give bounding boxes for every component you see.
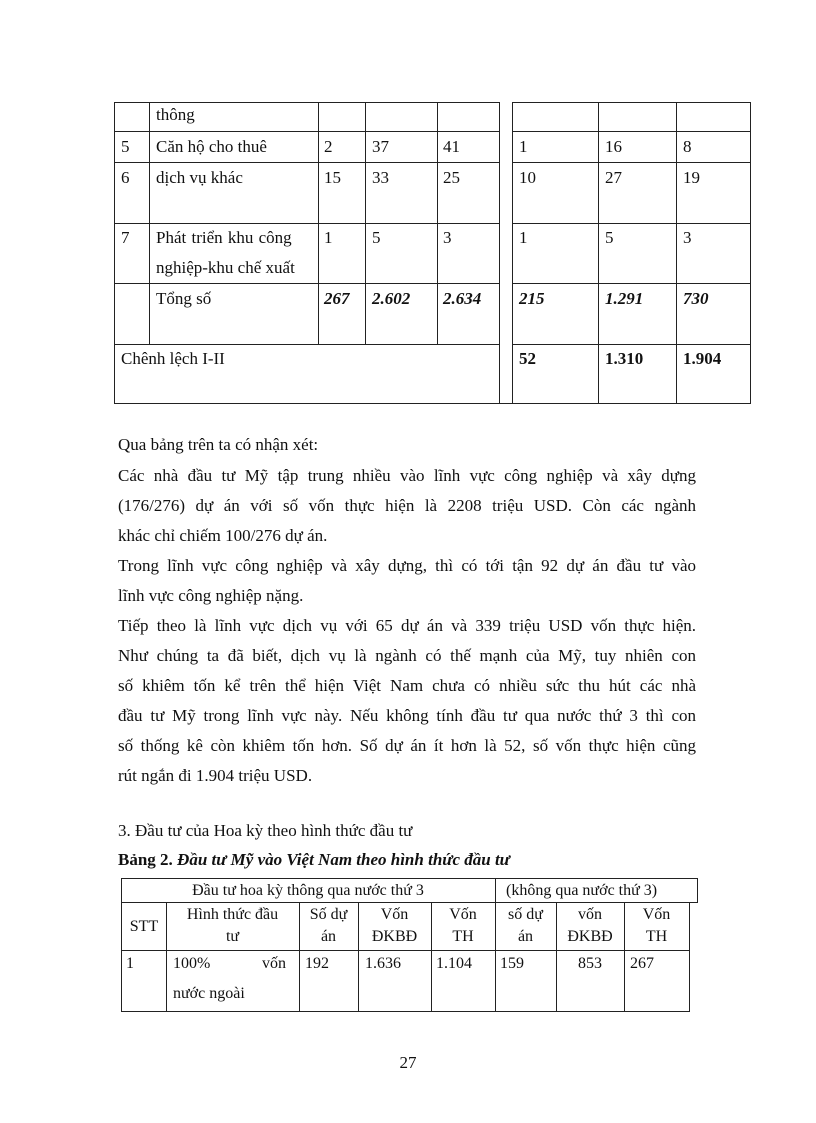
- table-cell: Phát triển khu công: [156, 228, 292, 247]
- paragraph-line: Tiếp theo là lĩnh vực dịch vụ với 65 dự án và 339 triệu USD vốn thực hiện.: [118, 616, 696, 635]
- table-cell: 19: [683, 168, 700, 187]
- table-cell: vốn: [262, 955, 286, 972]
- table-cell: 10: [519, 168, 536, 187]
- table-cell: 25: [443, 168, 460, 187]
- column-header-registered-capital: Vốn: [380, 906, 409, 923]
- table-caption-title: Đầu tư Mỹ vào Việt Nam theo hình thức đầu tư: [177, 850, 510, 869]
- paragraph-line: rút ngắn đi 1.904 triệu USD.: [118, 766, 313, 785]
- table-cell: 3: [683, 228, 692, 247]
- paragraph-line: Như chúng ta đã biết, dịch vụ là ngành có thế mạnh của Mỹ, tuy nhiên con: [118, 646, 696, 665]
- paragraph-line: số khiêm tốn kể trên thể hiện Việt Nam chưa có nhiều sức thu hút các nhà: [118, 676, 696, 695]
- table-cell: 192: [305, 955, 329, 972]
- table-cell: 41: [443, 137, 460, 156]
- table-cell: 5: [121, 137, 130, 156]
- column-header-form: Hình thức đầu: [186, 906, 279, 923]
- table-cell: 16: [605, 137, 622, 156]
- table-cell: 853: [578, 955, 602, 972]
- total-value: 215: [519, 289, 545, 308]
- paragraph-line: số thống kê còn khiêm tốn hơn. Số dự án ít hơn là 52, số vốn thực hiện cũng: [118, 736, 696, 755]
- paragraph-line: lĩnh vực công nghiệp nặng.: [118, 586, 304, 605]
- column-header-implemented-capital: Vốn: [449, 906, 477, 923]
- table-cell: 33: [372, 168, 389, 187]
- table-cell: 100%: [173, 955, 211, 972]
- table-cell: 1.636: [365, 955, 401, 972]
- table-cell: dịch vụ khác: [156, 168, 243, 187]
- table-cell: nghiệp-khu chế xuất: [156, 258, 295, 277]
- column-header-implemented-capital-direct: TH: [645, 928, 668, 945]
- table-caption: [118, 849, 510, 871]
- total-value: 730: [683, 289, 709, 308]
- column-header-registered-capital: ĐKBĐ: [371, 928, 418, 945]
- total-value: 1.291: [605, 289, 644, 308]
- table-cell: 27: [605, 168, 622, 187]
- total-label: Tổng số: [156, 289, 212, 308]
- group-header-direct: (không qua nước thứ 3): [506, 882, 658, 899]
- table-cell: 2: [324, 137, 333, 156]
- table-cell: 37: [372, 137, 389, 156]
- difference-value: 52: [519, 349, 536, 368]
- table-cell: 1: [519, 137, 528, 156]
- column-header-projects: án: [320, 928, 337, 945]
- difference-value: 1.904: [683, 349, 722, 368]
- table-cell: 8: [683, 137, 692, 156]
- table-cell: 1: [519, 228, 528, 247]
- paragraph-line: khác chỉ chiếm 100/276 dự án.: [118, 526, 328, 545]
- table-cell: 1: [324, 228, 333, 247]
- table-cell: 5: [372, 228, 381, 247]
- column-header-stt: STT: [129, 918, 159, 935]
- page-number: 27: [399, 1053, 417, 1072]
- paragraph-line: Các nhà đầu tư Mỹ tập trung nhiều vào lĩnh vực công nghiệp và xây dựng: [118, 466, 696, 485]
- table-cell: 1.104: [436, 955, 472, 972]
- group-header-via-third-country: Đầu tư hoa kỳ thông qua nước thứ 3: [192, 882, 424, 899]
- column-header-projects-direct: án: [517, 928, 534, 945]
- total-value: 2.602: [372, 289, 411, 308]
- table-cell: Căn hộ cho thuê: [156, 137, 267, 156]
- paragraph: Qua bảng trên ta có nhận xét:: [118, 435, 319, 454]
- column-header-projects-direct: số dự: [508, 906, 543, 923]
- table-cell: 7: [121, 228, 130, 247]
- table-cell: thông: [156, 105, 195, 124]
- section-heading: 3. Đầu tư của Hoa kỳ theo hình thức đầu tư: [118, 821, 413, 840]
- column-header-projects: Số dự: [309, 906, 348, 923]
- table-cell: 267: [630, 955, 654, 972]
- table-cell: 6: [121, 168, 130, 187]
- table-cell: 3: [443, 228, 452, 247]
- table-caption-number: Bảng 2.: [118, 850, 178, 869]
- column-header-form: tư: [225, 928, 240, 945]
- column-header-implemented-capital: TH: [452, 928, 474, 945]
- paragraph-line: đầu tư Mỹ trong lĩnh vực này. Nếu không tính đầu tư qua nước thứ 3 thì con: [118, 706, 696, 725]
- table-cell: 159: [500, 955, 524, 972]
- table-cell: 15: [324, 168, 341, 187]
- difference-label: Chênh lệch I-II: [121, 349, 225, 368]
- total-value: 2.634: [443, 289, 482, 308]
- paragraph-line: Trong lĩnh vực công nghiệp và xây dựng, thì có tới tận 92 dự án đầu tư vào: [118, 556, 696, 575]
- total-value: 267: [324, 289, 350, 308]
- table-cell: nước ngoài: [173, 985, 245, 1002]
- column-header-registered-capital-direct: ĐKBĐ: [567, 928, 613, 945]
- column-header-registered-capital-direct: vốn: [578, 906, 602, 923]
- table-cell: 1: [126, 955, 134, 972]
- table-cell: 5: [605, 228, 614, 247]
- difference-value: 1.310: [605, 349, 644, 368]
- paragraph-line: (176/276) dự án với số vốn thực hiện là 2208 triệu USD. Còn các ngành: [118, 496, 696, 515]
- column-header-implemented-capital-direct: Vốn: [642, 906, 671, 923]
